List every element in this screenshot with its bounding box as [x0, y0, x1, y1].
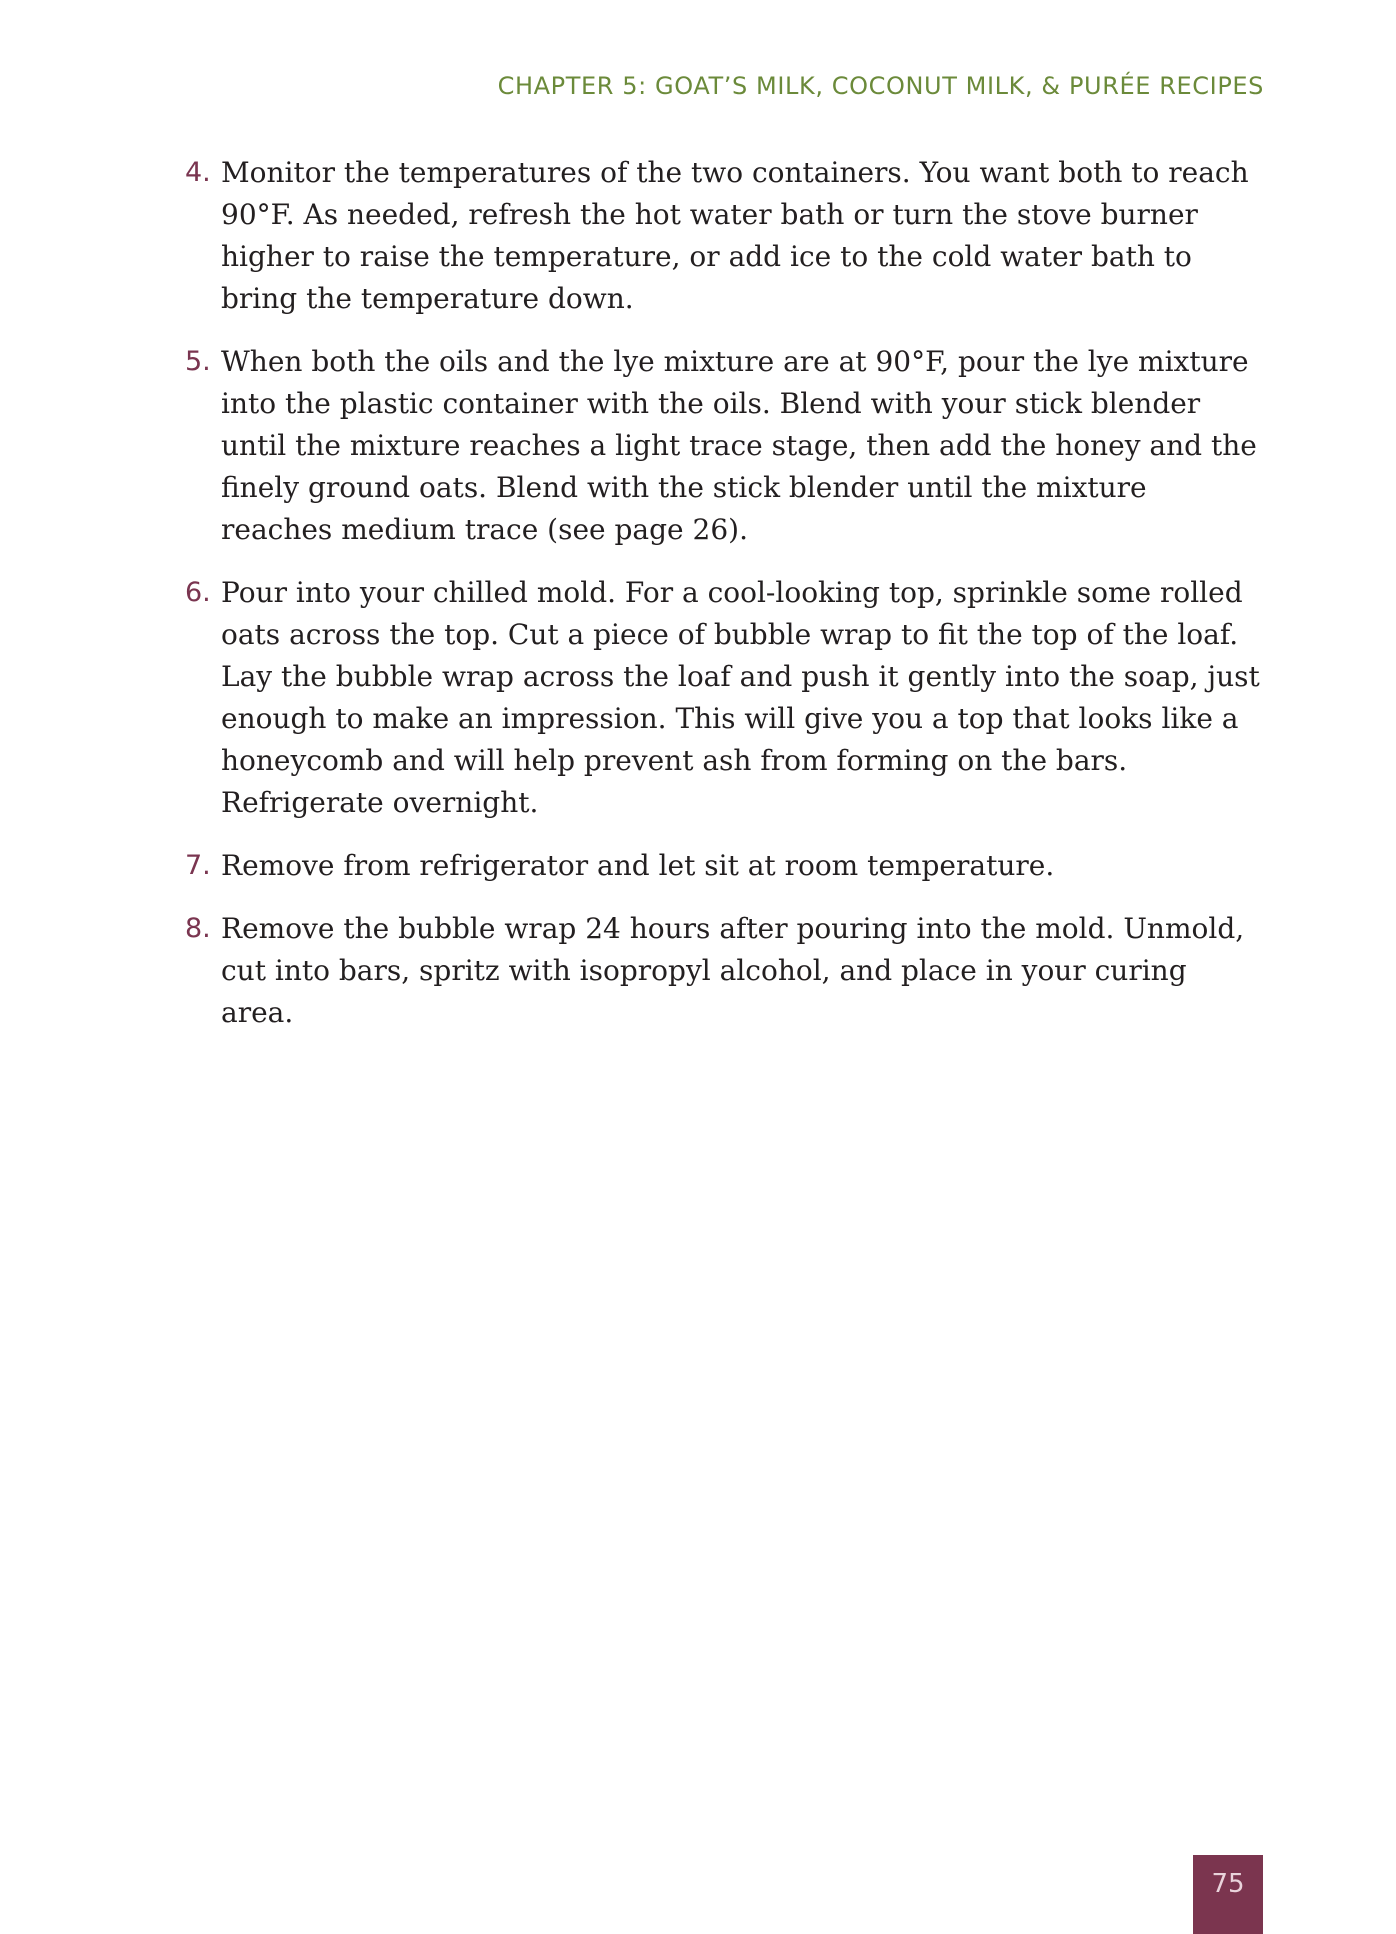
step-item: [185, 152, 1265, 320]
step-text: Monitor the temperatures of the two containers. You want both to reach 90°F. As needed, refresh the hot water bath or turn the stove burner higher to raise the temperature, or add ice to the cold water bath to bring the temperature down.: [221, 156, 1249, 315]
instruction-steps: [185, 152, 1265, 1055]
step-number: 6.: [185, 577, 211, 608]
step-item: [185, 572, 1265, 824]
step-text: Remove the bubble wrap 24 hours after pouring into the mold. Unmold, cut into bars, spritz with isopropyl alcohol, and place in your curing area.: [221, 912, 1245, 1029]
step-text: When both the oils and the lye mixture are at 90°F, pour the lye mixture into the plastic container with the oils. Blend with your stick blender until the mixture reaches a light trace stage, then add the honey and the finely ground oats. Blend with the stick blender until the mixture reaches medium trace (see page 26).: [221, 345, 1257, 546]
step-item: [185, 341, 1265, 551]
step-number: 7.: [185, 850, 211, 881]
step-text: Remove from refrigerator and let sit at room temperature.: [221, 849, 1055, 882]
page-number: 75: [1193, 1855, 1263, 1934]
step-item: [185, 845, 1265, 887]
step-text: Pour into your chilled mold. For a cool-looking top, sprinkle some rolled oats across the top. Cut a piece of bubble wrap to fit the top of the loaf. Lay the bubble wrap across the loaf and push it gently into the soap, just enough to make an impression. This will give you a top that looks like a honeycomb and will help prevent ash from forming on the bars. Refrigerate overnight.: [221, 576, 1260, 819]
running-head: CHAPTER 5: GOAT’S MILK, COCONUT MILK, & PURÉE RECIPES: [497, 72, 1264, 100]
step-item: [185, 908, 1265, 1034]
step-number: 5.: [185, 346, 211, 377]
step-number: 8.: [185, 913, 211, 944]
step-number: 4.: [185, 157, 211, 188]
